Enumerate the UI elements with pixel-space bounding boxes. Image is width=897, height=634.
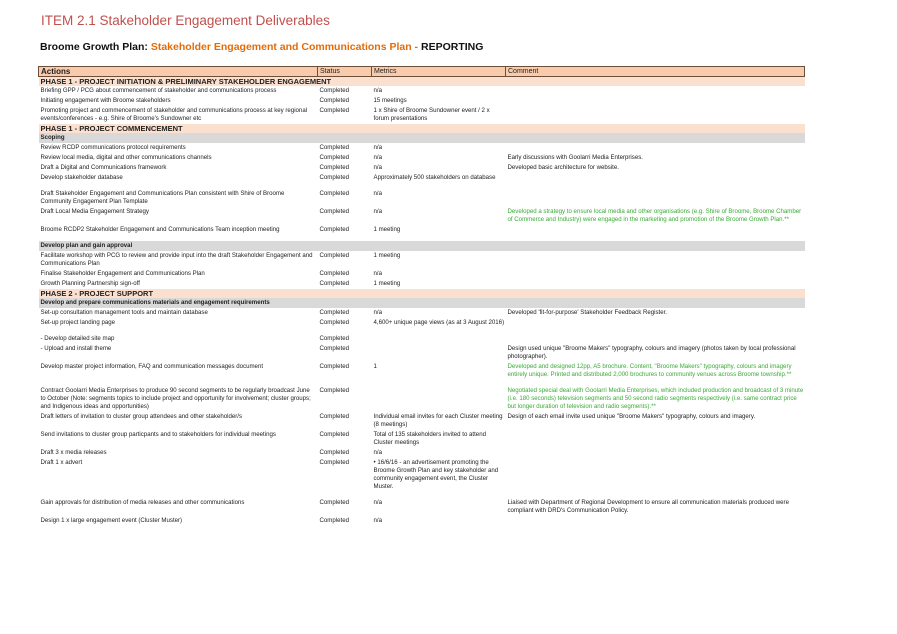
phase-heading <box>39 289 805 298</box>
cell-metrics: n/a <box>373 499 382 506</box>
cell-status: Completed <box>319 97 349 104</box>
cell-status: Completed <box>319 87 349 94</box>
cell-status: Completed <box>319 174 349 181</box>
cell-action: Facilitate workshop with PCG to review and provide input into the draft Stakeholder Engagement and Communications Plan <box>40 252 313 267</box>
table-row <box>39 189 805 207</box>
phase-title: PHASE 1 - PROJECT INITIATION & PRELIMINARY STAKEHOLDER ENGAGEMENT <box>39 77 805 87</box>
cell-action: Review local media, digital and other communications channels <box>40 154 212 161</box>
table-row <box>39 334 805 344</box>
cell-metrics: 1 <box>373 363 377 370</box>
document-subtitle <box>40 41 483 53</box>
cell-metrics: 4,600+ unique page views (as at 3 August 2016) <box>373 319 505 326</box>
cell-comment <box>506 318 805 328</box>
cell-comment <box>506 96 805 106</box>
cell-comment <box>506 106 805 124</box>
cell-comment: Developed a strategy to ensure local media and other organisations (e.g. Shire of Broome, Broome Chamber of Commerce and Industry) were engaged in the marketing and promotion of the Broome Growth Plan.** <box>507 208 802 223</box>
cell-action: Contract Goolarri Media Enterprises to produce 90 second segments to be regularly broadcast June to October (Note: segments topics to include project and opportunity for involvement; cluster groups; and Indigenous ideas and opportunities) <box>40 387 311 410</box>
header-metrics: Metrics <box>372 67 506 77</box>
table-row <box>39 96 805 106</box>
cell-status: Completed <box>319 280 349 287</box>
cell-metrics: 1 meeting <box>373 226 401 233</box>
cell-metrics: 1 meeting <box>373 280 401 287</box>
cell-status: Completed <box>319 431 349 438</box>
cell-status: Completed <box>319 499 349 506</box>
cell-status: Completed <box>319 309 349 316</box>
phase-heading <box>39 77 805 87</box>
phase-heading <box>39 124 805 133</box>
cell-status: Completed <box>319 387 349 394</box>
header-status: Status <box>318 67 372 77</box>
table-row <box>39 458 805 492</box>
table-row <box>39 318 805 328</box>
cell-status: Completed <box>319 226 349 233</box>
header-actions: Actions <box>39 67 318 77</box>
cell-metrics <box>372 344 506 362</box>
cell-metrics: n/a <box>373 164 382 171</box>
cell-action: Gain approvals for distribution of media releases and other communications <box>40 499 245 506</box>
cell-comment: Developed basic architecture for website. <box>507 164 619 171</box>
cell-metrics: n/a <box>373 449 382 456</box>
table-row <box>39 106 805 124</box>
table-row <box>39 362 805 380</box>
table-row <box>39 430 805 448</box>
cell-metrics: n/a <box>373 154 382 161</box>
table-row <box>39 86 805 96</box>
cell-action: Develop stakeholder database <box>40 174 123 181</box>
cell-metrics: n/a <box>373 190 382 197</box>
cell-metrics: 1 meeting <box>373 252 401 259</box>
cell-status: Completed <box>319 270 349 277</box>
cell-comment <box>506 143 805 153</box>
document-title: ITEM 2.1 Stakeholder Engagement Deliverables <box>41 13 330 28</box>
cell-metrics: n/a <box>373 309 382 316</box>
cell-comment <box>506 516 805 526</box>
cell-action: Growth Planning Partnership sign-off <box>40 280 140 287</box>
cell-status: Completed <box>319 190 349 197</box>
table-row <box>39 412 805 430</box>
cell-comment <box>506 279 805 289</box>
cell-metrics: Total of 135 stakeholders invited to attend Cluster meetings <box>373 431 486 446</box>
cell-action: Draft 3 x media releases <box>40 449 107 456</box>
subtitle-suffix: REPORTING <box>420 41 484 53</box>
table-row <box>39 207 805 225</box>
table-row <box>39 448 805 458</box>
cell-action: Draft Stakeholder Engagement and Communications Plan consistent with Shire of Broome Community Engagement Plan Template <box>40 190 285 205</box>
cell-action: Finalise Stakeholder Engagement and Communications Plan <box>40 270 205 277</box>
cell-status: Completed <box>319 517 349 524</box>
cell-status: Completed <box>319 107 349 114</box>
cell-status: Completed <box>319 319 349 326</box>
section-heading <box>39 298 805 308</box>
table-row <box>39 173 805 183</box>
cell-metrics <box>372 334 506 344</box>
section-heading <box>39 133 805 143</box>
cell-comment <box>506 458 805 492</box>
cell-comment <box>506 225 805 235</box>
table-row <box>39 163 805 173</box>
section-heading <box>39 241 805 251</box>
cell-action: Initiating engagement with Broome stakeholders <box>40 97 171 104</box>
cell-action: Design 1 x large engagement event (Cluster Muster) <box>40 517 183 524</box>
cell-metrics: n/a <box>373 144 382 151</box>
cell-status: Completed <box>319 413 349 420</box>
cell-comment <box>506 430 805 448</box>
cell-metrics: n/a <box>373 87 382 94</box>
cell-action: Set-up project landing page <box>40 319 116 326</box>
cell-comment <box>506 448 805 458</box>
cell-action: Draft Local Media Engagement Strategy <box>40 208 149 215</box>
cell-comment: Liaised with Department of Regional Development to ensure all communication materials produced were compliant with DRD's Communication Policy. <box>507 499 789 514</box>
cell-comment: Developed and designed 12pp, A5 brochure. Content, "Broome Makers" typography, colours and imagery entirely unique. Printed and distributed 2,000 brochures to community venues across Broome township.** <box>507 363 792 378</box>
table-row <box>39 143 805 153</box>
cell-status: Completed <box>319 164 349 171</box>
cell-comment: Developed 'fit-for-purpose' Stakeholder Feedback Register. <box>507 309 667 316</box>
cell-metrics <box>372 386 506 412</box>
section-title: Scoping <box>39 133 805 143</box>
cell-status: Completed <box>319 144 349 151</box>
cell-status: Completed <box>319 345 349 352</box>
cell-action: Briefing GPP / PCG about commencement of stakeholder and communications process <box>40 87 277 94</box>
cell-action: Draft letters of invitation to cluster group attendees and other stakeholder/s <box>40 413 243 420</box>
section-title: Develop plan and gain approval <box>39 241 805 251</box>
cell-comment: Negotiated special deal with Goolarri Media Enterprises, which included production and broadcast of 3 minute (i.e. 180 seconds) television segments and 50 second radio segments respectively (i.e. same contract price but longer duration of television and radio segments).** <box>507 387 804 410</box>
cell-status: Completed <box>319 154 349 161</box>
table-row <box>39 269 805 279</box>
cell-action: - Upload and install theme <box>40 345 112 352</box>
cell-metrics: n/a <box>373 270 382 277</box>
cell-metrics: 1 x Shire of Broome Sundowner event / 2 x forum presentations <box>373 107 490 122</box>
table-row <box>39 308 805 318</box>
cell-status: Completed <box>319 459 349 466</box>
cell-status: Completed <box>319 208 349 215</box>
table-row <box>39 225 805 235</box>
cell-comment <box>506 269 805 279</box>
cell-comment <box>506 86 805 96</box>
cell-metrics: n/a <box>373 208 382 215</box>
cell-comment: Early discussions with Goolarri Media Enterprises. <box>507 154 643 161</box>
table-row <box>39 153 805 163</box>
subtitle-plan-name: Stakeholder Engagement and Communications Plan - <box>150 41 421 53</box>
cell-comment: Design of each email invite used unique "Broome Makers" typography, colours and imagery. <box>507 413 756 420</box>
cell-action: Draft a Digital and Communications framework <box>40 164 167 171</box>
table-row <box>39 251 805 269</box>
table-row <box>39 279 805 289</box>
cell-status: Completed <box>319 252 349 259</box>
cell-metrics: n/a <box>373 517 382 524</box>
cell-status: Completed <box>319 363 349 370</box>
cell-metrics: Approximately 500 stakeholders on database <box>373 174 496 181</box>
header-comment: Comment <box>506 67 805 77</box>
cell-action: - Develop detailed site map <box>40 335 115 342</box>
cell-comment <box>506 173 805 183</box>
cell-action: Broome RCDP2 Stakeholder Engagement and Communications Team inception meeting <box>40 226 280 233</box>
section-title: Develop and prepare communications materials and engagement requirements <box>39 298 805 308</box>
cell-status: Completed <box>319 335 349 342</box>
cell-metrics: 15 meetings <box>373 97 407 104</box>
table-row <box>39 344 805 362</box>
cell-comment <box>506 189 805 207</box>
cell-metrics: Individual email invites for each Cluster meeting (8 meetings) <box>373 413 503 428</box>
cell-metrics: • 16/6/16 - an advertisement promoting the Broome Growth Plan and key stakeholder and community engagement event, the Cluster Muster. <box>373 459 499 490</box>
cell-action: Set-up consultation management tools and maintain database <box>40 309 208 316</box>
phase-title: PHASE 2 - PROJECT SUPPORT <box>39 289 805 298</box>
table-row <box>39 516 805 526</box>
cell-status: Completed <box>319 449 349 456</box>
cell-comment <box>506 334 805 344</box>
cell-action: Send invitations to cluster group particpants and to stakeholders for individual meetings <box>40 431 276 438</box>
phase-title: PHASE 1 - PROJECT COMMENCEMENT <box>39 124 805 133</box>
table-row <box>39 386 805 412</box>
cell-action: Promoting project and commencement of stakeholder and communications process at key regional events/conferences - e.g. Shire of Broome's Sundowner etc <box>40 107 308 122</box>
deliverables-table <box>38 66 805 526</box>
subtitle-prefix: Broome Growth Plan: <box>40 41 151 53</box>
cell-action: Develop master project information, FAQ and communication messages document <box>40 363 264 370</box>
cell-comment: Design used unique "Broome Makers" typography, colours and imagery (photos taken by local professional photographer). <box>507 345 796 360</box>
cell-action: Review RCDP communications protocol requirements <box>40 144 186 151</box>
table-header-row <box>39 67 805 77</box>
table-row <box>39 498 805 516</box>
cell-comment <box>506 251 805 269</box>
cell-action: Draft 1 x advert <box>40 459 83 466</box>
